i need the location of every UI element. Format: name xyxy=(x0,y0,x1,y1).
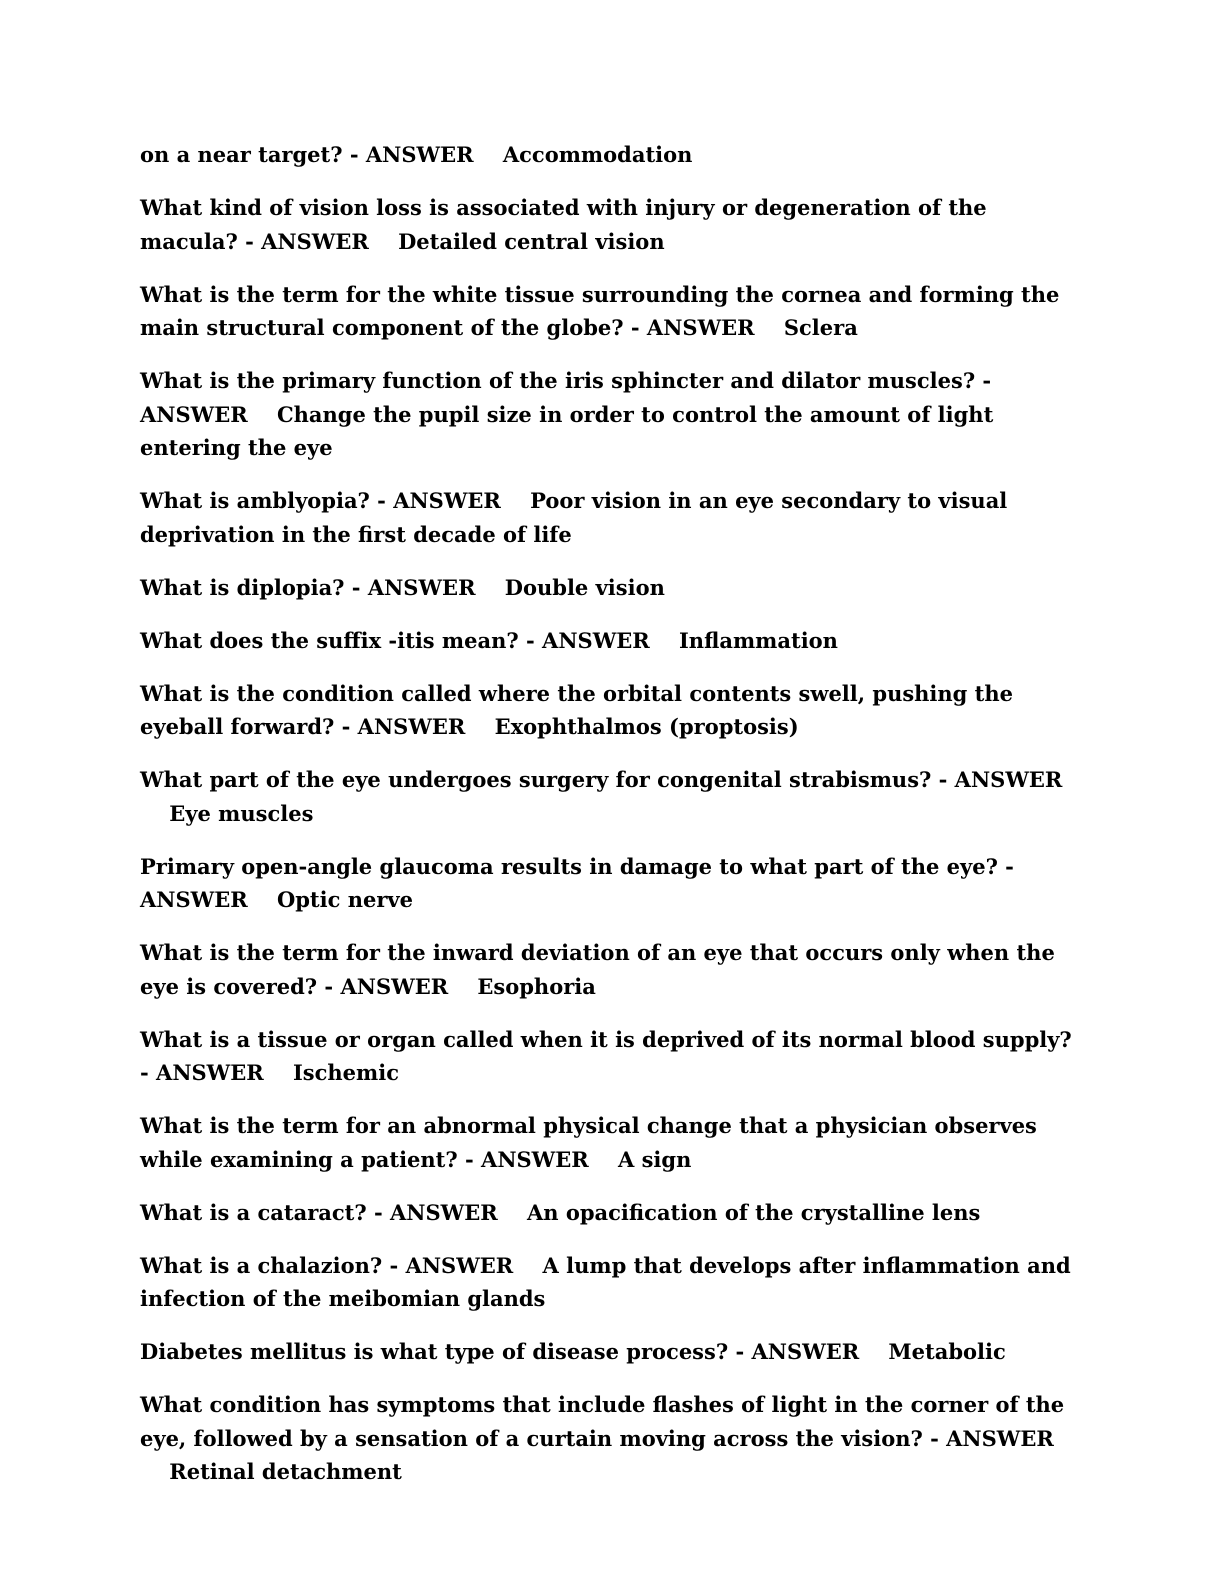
question-text: What is amblyopia? - ANSWER xyxy=(140,488,501,513)
answer-text: Esophoria xyxy=(477,973,596,999)
answer-text: A lump that develops after inflammation and infection of the meibomian glands xyxy=(140,1252,1071,1311)
question-text: What does the suffix -itis mean? - ANSWER xyxy=(140,627,650,653)
answer-text: Eye muscles xyxy=(169,800,314,826)
answer-text: Optic nerve xyxy=(276,887,413,912)
qa-item xyxy=(140,936,1080,1003)
qa-item xyxy=(140,624,1080,658)
answer-text: Accommodation xyxy=(502,142,693,167)
answer-text: Ischemic xyxy=(292,1060,400,1085)
answer-text: Inflammation xyxy=(678,627,838,653)
qa-item xyxy=(140,138,1080,172)
answer-text: Detailed central vision xyxy=(398,228,665,254)
qa-item xyxy=(140,191,1080,258)
qa-item xyxy=(140,1109,1080,1176)
qa-item xyxy=(140,1388,1080,1489)
question-text: Primary open-angle glaucoma results in damage to what part of the eye? - ANSWER xyxy=(140,853,1014,912)
qa-item xyxy=(140,484,1080,551)
qa-item xyxy=(140,1023,1080,1090)
question-text: What is diplopia? - ANSWER xyxy=(140,574,476,600)
document-page xyxy=(140,138,1080,1508)
qa-item xyxy=(140,850,1080,917)
question-text: What part of the eye undergoes surgery for congenital strabismus? - ANSWER xyxy=(140,767,1063,792)
question-text: What is the term for the white tissue surrounding the cornea and forming the main structural component of the globe? - ANSWER xyxy=(140,281,1060,340)
answer-text: Change the pupil size in order to control the amount of light entering the eye xyxy=(140,401,994,460)
question-text: What is the condition called where the orbital contents swell, pushing the eyeball forward? - ANSWER xyxy=(140,680,1013,739)
answer-text: Sclera xyxy=(783,315,858,340)
question-text: What condition has symptoms that include flashes of light in the corner of the eye, followed by a sensation of a curtain moving across the vision? - ANSWER xyxy=(140,1392,1065,1451)
qa-item xyxy=(140,278,1080,345)
answer-text: An opacification of the crystalline lens xyxy=(526,1199,981,1225)
question-text: What kind of vision loss is associated with injury or degeneration of the macula? - ANSWER xyxy=(140,195,987,254)
qa-item xyxy=(140,763,1080,830)
qa-item xyxy=(140,1335,1080,1369)
answer-text: Exophthalmos (proptosis) xyxy=(494,714,799,739)
question-text: What is the term for an abnormal physical change that a physician observes while examining a patient? - ANSWER xyxy=(140,1113,1037,1172)
question-text: What is a cataract? - ANSWER xyxy=(140,1199,498,1225)
qa-item xyxy=(140,677,1080,744)
question-text: on a near target? - ANSWER xyxy=(140,142,474,167)
qa-item xyxy=(140,1249,1080,1316)
question-text: What is a tissue or organ called when it is deprived of its normal blood supply? - ANSWER xyxy=(140,1026,1072,1085)
answer-text: A sign xyxy=(617,1146,692,1172)
answer-text: Poor vision in an eye secondary to visual deprivation in the first decade of life xyxy=(140,488,1008,547)
qa-item xyxy=(140,364,1080,465)
answer-text: Metabolic xyxy=(888,1339,1006,1364)
answer-text: Retinal detachment xyxy=(169,1459,402,1484)
qa-item xyxy=(140,571,1080,605)
question-text: What is the primary function of the iris sphincter and dilator muscles? - ANSWER xyxy=(140,368,992,427)
qa-item xyxy=(140,1196,1080,1230)
question-text: What is a chalazion? - ANSWER xyxy=(140,1252,514,1278)
question-text: Diabetes mellitus is what type of disease process? - ANSWER xyxy=(140,1339,860,1364)
answer-text: Double vision xyxy=(504,574,665,600)
question-text: What is the term for the inward deviation of an eye that occurs only when the eye is covered? - ANSWER xyxy=(140,940,1055,999)
